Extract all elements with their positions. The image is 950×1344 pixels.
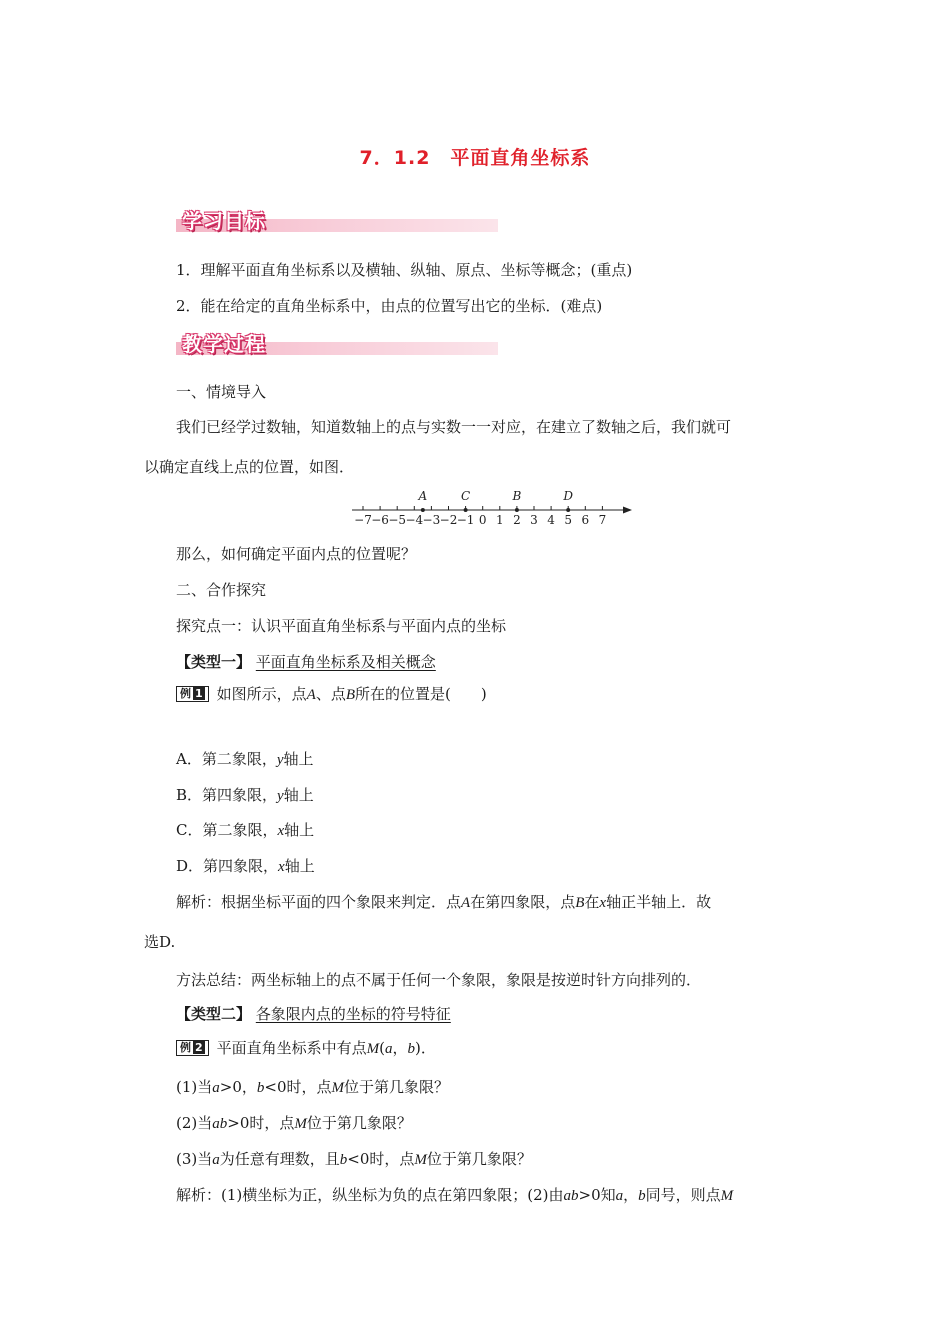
number-line-tick-label: −6 [371, 513, 389, 527]
goal-1: 1．理解平面直角坐标系以及横轴、纵轴、原点、坐标等概念；(重点) [176, 261, 633, 279]
example1-badge: 例 1 [176, 686, 209, 702]
number-line-tick-label: 4 [547, 513, 555, 527]
example2-question-2: (2)当ab>0时，点M位于第几象限？ [176, 1114, 412, 1132]
section-banner-goals [176, 205, 498, 235]
goal-2: 2．能在给定的直角坐标系中，由点的位置写出它的坐标．(难点) [176, 297, 603, 315]
example1-analysis-line2: 选D. [144, 933, 176, 951]
number-line-tick-label: −3 [422, 513, 441, 527]
number-line-point-d [566, 508, 570, 512]
example2-analysis-line1: 解析：(1)横坐标为正，纵坐标为负的点在第四象限；(2)由ab>0知a，b同号，则点M [176, 1186, 734, 1204]
section1-paragraph-line1: 我们已经学过数轴，知道数轴上的点与实数一一对应，在建立了数轴之后，我们就可 [176, 418, 732, 436]
type2-heading [176, 1004, 451, 1024]
banner-process-label: 教学过程 [182, 332, 266, 356]
example1-option-d: D．第四象限，x轴上 [176, 857, 315, 875]
section2-heading: 二、合作探究 [176, 581, 267, 599]
type1-label: 【类型一】 [176, 653, 252, 671]
example1-option-b: B．第四象限，y轴上 [176, 786, 314, 804]
number-line-tick-label: −7 [354, 513, 372, 527]
type1-title: 平面直角坐标系及相关概念 [255, 653, 436, 671]
section1-paragraph-line2: 以确定直线上点的位置，如图． [144, 458, 355, 476]
number-line-point-c [464, 508, 468, 512]
section1-heading: 一、情境导入 [176, 383, 267, 401]
number-line-tick-label: 1 [495, 513, 504, 527]
example1-stem: 例 1 如图所示，点A、点B所在的位置是( ) [176, 684, 487, 705]
type2-title: 各象限内点的坐标的符号特征 [255, 1005, 451, 1023]
number-line-point-a [421, 508, 425, 512]
number-line-tick-label: −1 [456, 513, 475, 527]
example2-badge: 例 2 [176, 1040, 209, 1056]
explore-point-1: 探究点一：认识平面直角坐标系与平面内点的坐标 [176, 617, 507, 635]
number-line-tick-label: 5 [564, 513, 573, 527]
number-line-tick-label: −2 [439, 513, 458, 527]
number-line-point-label-b: B [512, 489, 522, 503]
number-line-tick-label: −5 [388, 513, 407, 527]
number-line-arrow [623, 507, 632, 514]
number-line-tick-label: 7 [598, 513, 607, 527]
example2-question-3: (3)当a为任意有理数，且b<0时，点M位于第几象限？ [176, 1150, 532, 1168]
section1-question: 那么，如何确定平面内点的位置呢？ [176, 545, 417, 563]
number-line-tick-label: 6 [581, 513, 590, 527]
number-line-point-label-c: C [461, 489, 471, 503]
page-title: 7．1.2 平面直角坐标系 [359, 147, 591, 169]
number-line-tick-label: 0 [478, 513, 487, 527]
example1-method-summary: 方法总结：两坐标轴上的点不属于任何一个象限，象限是按逆时针方向排列的． [176, 971, 702, 989]
example1-option-c: C．第二象限，x轴上 [176, 821, 315, 839]
number-line-point-b [515, 508, 519, 512]
banner-goals-label: 学习目标 [182, 209, 266, 233]
type1-heading [176, 652, 436, 672]
example1-option-a: A．第二象限，y轴上 [176, 750, 314, 768]
number-line-tick-label: −4 [405, 513, 424, 527]
number-line-point-label-d: D [563, 489, 574, 503]
number-line-tick-label: 3 [530, 513, 538, 527]
type2-label: 【类型二】 [176, 1005, 252, 1023]
example2-question-1: (1)当a>0，b<0时，点M位于第几象限？ [176, 1078, 450, 1096]
section-banner-process [176, 328, 498, 358]
number-line-tick-label: 2 [513, 513, 521, 527]
number-line-point-label-a: A [418, 489, 428, 503]
number-line-figure [340, 484, 640, 530]
example1-analysis-line1: 解析：根据坐标平面的四个象限来判定．点A在第四象限，点B在x轴正半轴上．故 [176, 893, 712, 911]
example2-stem: 例 2 平面直角坐标系中有点M(a，b)． [176, 1038, 436, 1059]
